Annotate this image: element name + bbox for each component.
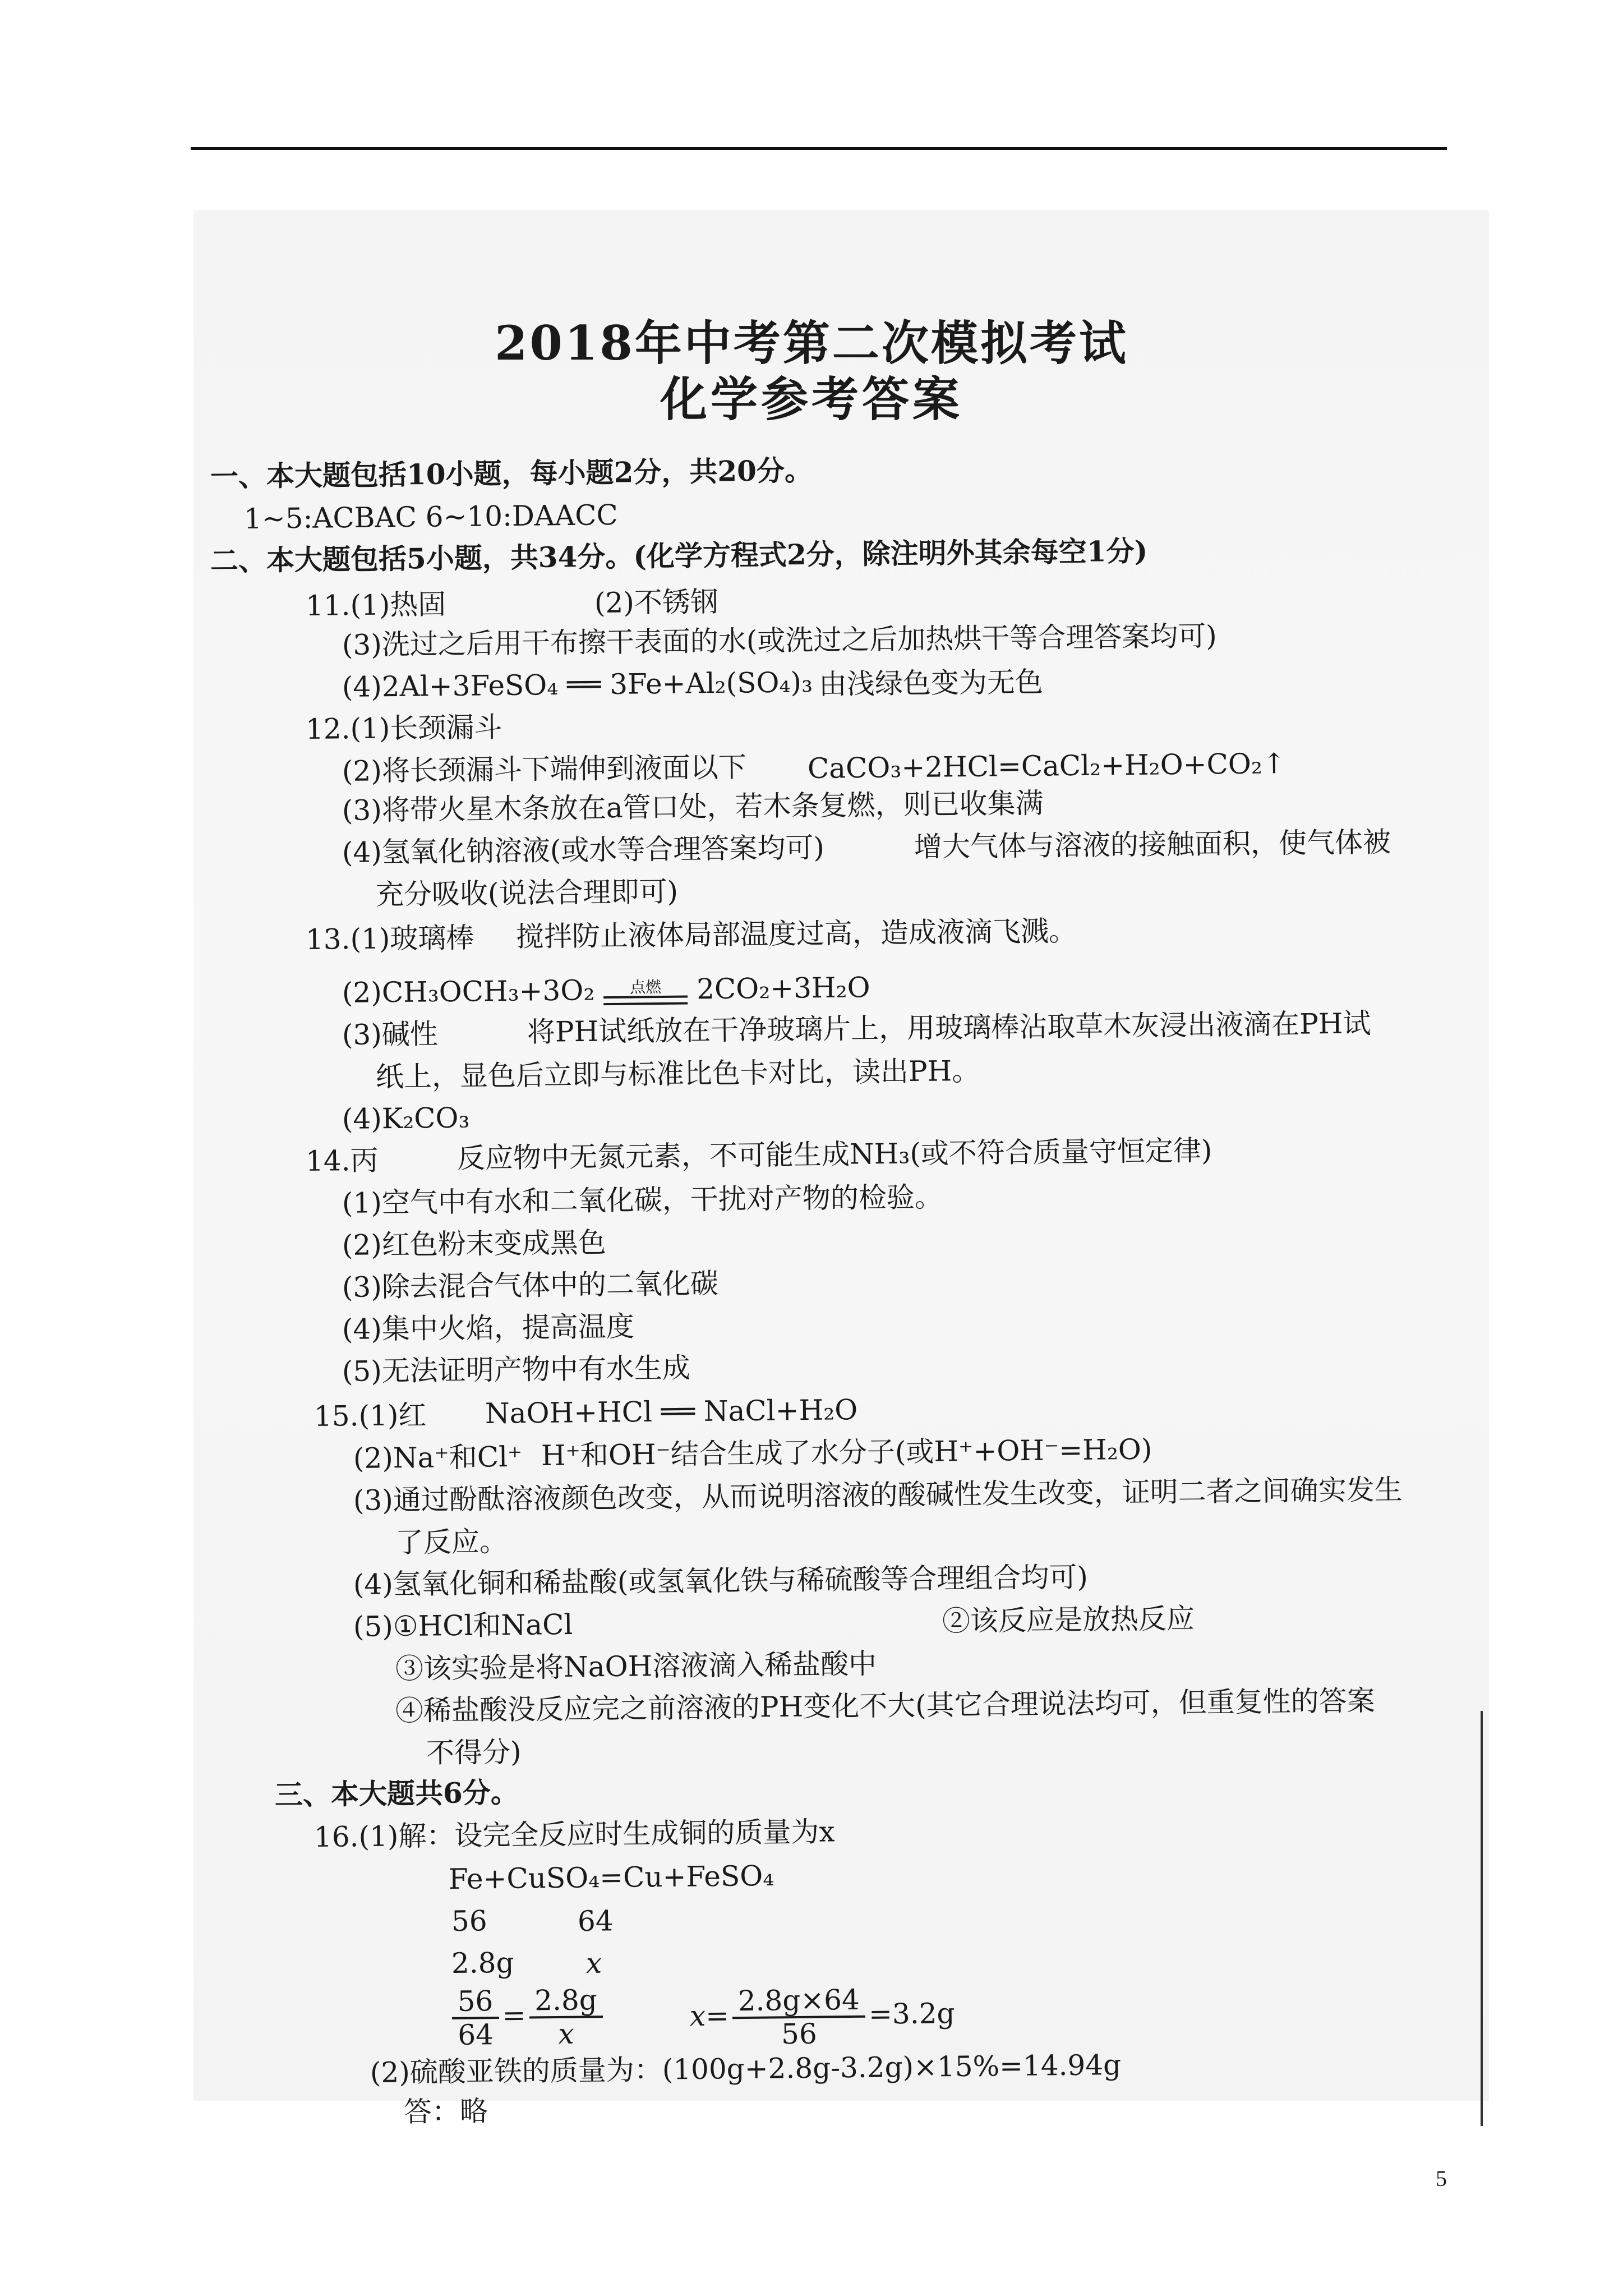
q15-line3: (3)通过酚酞溶液颜色改变，从而说明溶液的酸碱性发生改变，证明二者之间确实发生 bbox=[353, 1473, 1403, 1517]
q16-answer: 答：略 bbox=[403, 2095, 488, 2128]
doc-title: 2018年中考第二次模拟考试 bbox=[495, 315, 1128, 371]
scan-edge-line bbox=[1481, 1711, 1483, 2126]
q12-line5: 充分吸收(说法合理即可) bbox=[375, 875, 679, 911]
q11-line3b: 由浅绿色变为无色 bbox=[818, 665, 1044, 701]
q14-line6: (5)无法证明产物中有水生成 bbox=[342, 1351, 691, 1388]
equals-bars bbox=[603, 996, 688, 1006]
q16-part2: (2)硫酸亚铁的质量为：(100g+2.8g-3.2g)×15%=14.94g bbox=[370, 2048, 1122, 2089]
q15-line2b: H⁺和OH⁻结合生成了水分子(或H⁺+OH⁻=H₂O) bbox=[541, 1433, 1152, 1472]
q13-line3b: 将PH试纸放在干净玻璃片上，用玻璃棒沾取草木灰浸出液滴在PH试 bbox=[527, 1007, 1371, 1048]
q16-mass-fe: 56 bbox=[451, 1904, 487, 1938]
q13-equation-left: (2)CH₃OCH₃+3O₂ bbox=[342, 974, 595, 1009]
q15-line4: 了反应。 bbox=[395, 1525, 508, 1559]
q15-line5: (4)氢氧化铜和稀盐酸(或氢氧化铁与稀硫酸等合理组合均可) bbox=[353, 1561, 1089, 1601]
q16-mass-cu: 64 bbox=[577, 1904, 614, 1938]
q16-equation: Fe+CuSO₄=Cu+FeSO₄ bbox=[448, 1859, 774, 1895]
q12-line4a: (4)氢氧化钠溶液(或水等合理答案均可) bbox=[342, 831, 825, 869]
q16-given-mass: 2.8g bbox=[451, 1946, 514, 1980]
q12-line2a: (2)将长颈漏斗下端伸到液面以下 bbox=[342, 751, 747, 788]
q12-line2b: CaCO₃+2HCl=CaCl₂+H₂O+CO₂↑ bbox=[807, 747, 1287, 785]
section3-heading: 三、本大题共6分。 bbox=[274, 1775, 519, 1811]
x-equals: x= bbox=[689, 1999, 730, 2032]
fraction-denominator: x bbox=[558, 2017, 574, 2050]
fraction-solution bbox=[732, 1984, 865, 2050]
q15-line6a: (5)①HCl和NaCl bbox=[353, 1608, 573, 1643]
q15-line6b: ②该反应是放热反应 bbox=[942, 1602, 1195, 1637]
section1-heading: 一、本大题包括10小题，每小题2分，共20分。 bbox=[210, 453, 813, 493]
page-number: 5 bbox=[1436, 2166, 1447, 2191]
q14-line1b: 反应物中无氮元素，不可能生成NH₃(或不符合质量守恒定律) bbox=[457, 1134, 1212, 1175]
q11-line3a: (4)2Al+3FeSO₄ ══ 3Fe+Al₂(SO₄)₃ bbox=[342, 666, 813, 703]
top-rule bbox=[191, 147, 1447, 150]
q15-line1a: 15.(1)红 bbox=[313, 1398, 427, 1433]
fraction-56-64 bbox=[451, 1985, 499, 2051]
q15-line9: 不得分) bbox=[426, 1736, 522, 1769]
q14-line2: (1)空气中有水和二氧化碳，干扰对产物的检验。 bbox=[342, 1180, 943, 1220]
section2-heading: 二、本大题包括5小题，共34分。(化学方程式2分，除注明外其余每空1分) bbox=[210, 534, 1148, 577]
q12-line1: 12.(1)长颈漏斗 bbox=[305, 711, 502, 746]
fraction-denominator: 64 bbox=[458, 2018, 494, 2051]
q15-line1b: NaOH+HCl ══ NaCl+H₂O bbox=[485, 1393, 858, 1430]
q14-line3: (2)红色粉末变成黑色 bbox=[342, 1226, 607, 1262]
fraction-2.8g-x bbox=[529, 1984, 603, 2050]
fraction-numerator: 56 bbox=[451, 1985, 499, 2019]
solution-result: =3.2g bbox=[868, 1997, 955, 2031]
q14-line4: (3)除去混合气体中的二氧化碳 bbox=[342, 1267, 719, 1304]
fraction-denominator: 56 bbox=[781, 2017, 818, 2051]
equals-sign: = bbox=[502, 1999, 526, 2032]
q13-equation-right: 2CO₂+3H₂O bbox=[696, 971, 870, 1006]
q13-line2 bbox=[342, 970, 870, 1010]
q16-unknown: x bbox=[585, 1947, 602, 1980]
section1-answers: 1~5:ACBAC 6~10:DAACC bbox=[243, 499, 619, 535]
q15-line2a: (2)Na⁺和Cl⁺ bbox=[353, 1440, 523, 1475]
q11-line1a: 11.(1)热固 bbox=[305, 588, 446, 622]
q16-line1: 16.(1)解：设完全反应时生成铜的质量为x bbox=[313, 1815, 835, 1853]
q13-line1b: 搅拌防止液体局部温度过高，造成液滴飞溅。 bbox=[515, 914, 1077, 953]
q15-line7: ③该实验是将NaOH溶液滴入稀盐酸中 bbox=[395, 1648, 877, 1685]
q15-line8: ④稀盐酸没反应完之前溶液的PH变化不大(其它合理说法均可，但重复性的答案 bbox=[395, 1684, 1375, 1727]
reaction-arrow-ignite bbox=[603, 979, 688, 1006]
q14-line5: (4)集中火焰，提高温度 bbox=[342, 1310, 635, 1346]
q12-line3: (3)将带火星木条放在a管口处，若木条复燃，则已收集满 bbox=[342, 786, 1044, 827]
q12-line4b: 增大气体与溶液的接触面积，使气体被 bbox=[914, 826, 1391, 863]
q11-line1b: (2)不锈钢 bbox=[594, 585, 719, 619]
fraction-numerator: 2.8g bbox=[529, 1984, 603, 2018]
doc-subtitle: 化学参考答案 bbox=[660, 371, 963, 427]
q13-line1a: 13.(1)玻璃棒 bbox=[305, 921, 474, 956]
q11-line2: (3)洗过之后用干布擦干表面的水(或洗过之后加热烘干等合理答案均可) bbox=[342, 619, 1218, 661]
q16-proportion bbox=[448, 1984, 606, 2051]
q13-line3a: (3)碱性 bbox=[342, 1018, 439, 1051]
q14-line1a: 14.丙 bbox=[305, 1144, 379, 1177]
condition-label: 点燃 bbox=[630, 978, 662, 997]
q13-line4: 纸上，显色后立即与标准比色卡对比，读出PH。 bbox=[375, 1054, 980, 1093]
q13-line5: (4)K₂CO₃ bbox=[342, 1101, 470, 1135]
q16-solution bbox=[689, 1983, 955, 2051]
fraction-numerator: 2.8g×64 bbox=[732, 1984, 865, 2019]
